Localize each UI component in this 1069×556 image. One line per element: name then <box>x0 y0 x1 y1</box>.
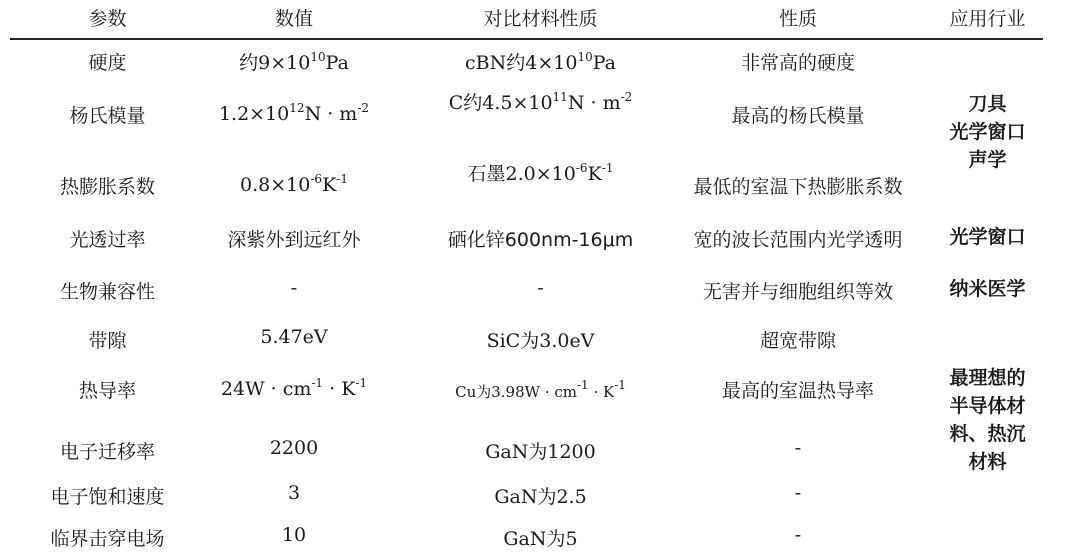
row-youngs-property: 最高的杨氏模量 <box>731 105 865 127</box>
row-biocompat-value: - <box>290 277 298 299</box>
row-expansion-compare: 石墨$2.0\times 10^{-6}K^{-1}$ <box>467 161 614 185</box>
header-value: 数值 <box>274 8 313 30</box>
row-mobility-param: 电子迁移率 <box>59 441 155 463</box>
header-compare: 对比材料性质 <box>483 8 598 30</box>
header-property: 性质 <box>778 8 817 30</box>
industry-nanomedicine: 纳米医学 <box>949 278 1026 300</box>
row-breakdown-property: - <box>794 524 802 546</box>
row-youngs-param: 杨氏模量 <box>69 105 146 127</box>
row-transmittance-property: 宽的波长范围内光学透明 <box>693 229 903 251</box>
row-youngs-value: $1.2\times 10^{12}N \cdot m^{-2}$ <box>218 101 370 125</box>
row-expansion-value: $0.8\times 10^{-6}K^{-1}$ <box>240 172 348 196</box>
row-bandgap-param: 带隙 <box>88 330 127 352</box>
row-transmittance-compare: 硒化锌600nm-16μm <box>447 229 634 251</box>
row-expansion-property: 最低的室温下热膨胀系数 <box>693 176 903 198</box>
header-param: 参数 <box>88 8 127 30</box>
row-mobility-compare: GaN为1200 <box>485 441 596 463</box>
row-biocompat-param: 生物兼容性 <box>59 281 155 303</box>
row-mobility-value: 2200 <box>269 437 319 459</box>
row-bandgap-property: 超宽带隙 <box>759 330 836 352</box>
row-saturation-value: 3 <box>287 482 301 504</box>
row-biocompat-compare: - <box>537 277 544 299</box>
row-thermal-property: 最高的室温热导率 <box>721 380 874 402</box>
header-industry: 应用行业 <box>949 8 1026 30</box>
row-hardness-property: 非常高的硬度 <box>740 52 855 74</box>
row-mobility-property: - <box>794 437 802 459</box>
row-expansion-param: 热膨胀系数 <box>59 176 155 198</box>
row-breakdown-param: 临界击穿电场 <box>50 528 165 550</box>
row-hardness-value: 约$9\times 10^{10}Pa$ <box>239 50 349 74</box>
row-bandgap-compare: SiC为3.0eV <box>486 330 595 352</box>
row-saturation-param: 电子饱和速度 <box>50 486 165 508</box>
row-transmittance-value: 深紫外到远红外 <box>227 229 361 251</box>
row-thermal-compare: Cu为$3.98W \cdot cm^{-1} \cdot K^{-1}$ <box>455 378 626 401</box>
row-thermal-param: 热导率 <box>78 380 136 402</box>
row-hardness-compare: cBN约$4\times 10^{10}Pa$ <box>465 50 616 74</box>
row-hardness-param: 硬度 <box>88 52 127 74</box>
row-bandgap-value: 5.47eV <box>260 326 328 348</box>
industry-optical-window: 光学窗口 <box>949 226 1026 248</box>
row-transmittance-param: 光透过率 <box>69 229 146 251</box>
header-rule <box>10 38 1043 40</box>
industry-tools-optics-acoustics: 刀具 光学窗口 声学 <box>949 93 1026 171</box>
row-breakdown-value: 10 <box>281 524 307 546</box>
row-thermal-value: $24W \cdot cm^{-1} \cdot K^{-1}$ <box>220 376 368 400</box>
row-youngs-compare: C约$4.5\times 10^{11}N \cdot m^{-2}$ <box>448 90 633 114</box>
row-saturation-property: - <box>794 482 802 504</box>
industry-semiconductor-heatsink: 最理想的 半导体材 料、热沉 材料 <box>949 367 1026 473</box>
row-breakdown-compare: GaN为5 <box>503 528 578 550</box>
row-biocompat-property: 无害并与细胞组织等效 <box>702 281 893 303</box>
row-saturation-compare: GaN为2.5 <box>494 486 587 508</box>
